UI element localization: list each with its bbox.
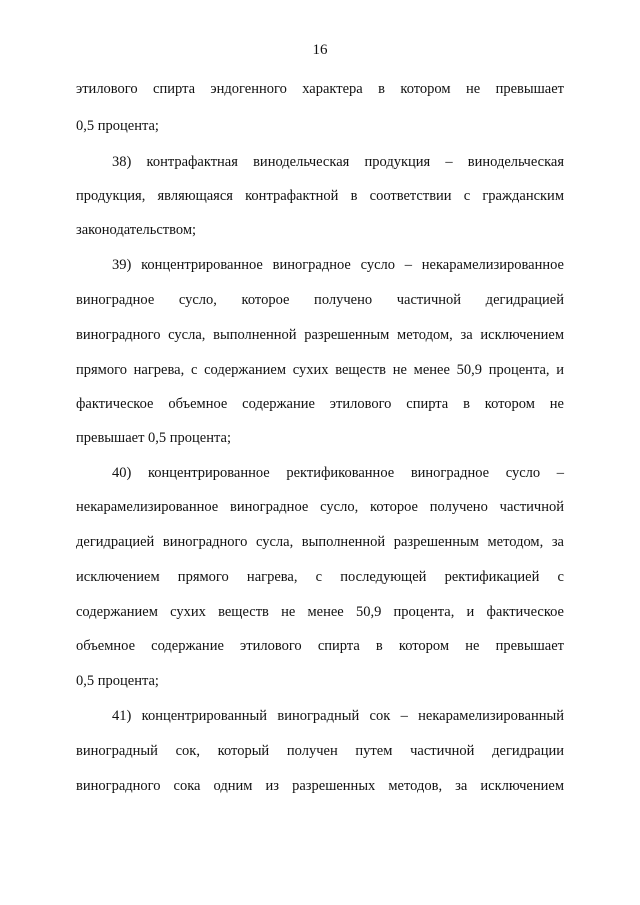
text-line: виноградного сока одним из разрешенных методов, за исключением	[76, 778, 564, 794]
paragraph-39-start: 39) концентрированное виноградное сусло – некарамелизированное	[112, 257, 564, 273]
text-line: виноградного сусла, выполненной разрешенным методом, за исключением	[76, 327, 564, 343]
text-line: виноградное сусло, которое получено частичной дегидрацией	[76, 292, 564, 308]
text-line: этилового спирта эндогенного характера в котором не превышает	[76, 81, 564, 97]
text-line: фактическое объемное содержание этилового спирта в котором не	[76, 396, 564, 412]
text-line: содержанием сухих веществ не менее 50,9 процента, и фактическое	[76, 604, 564, 620]
paragraph-38-start: 38) контрафактная винодельческая продукция – винодельческая	[112, 154, 564, 170]
text-line: исключением прямого нагрева, с последующей ректификацией с	[76, 569, 564, 585]
text-line: 0,5 процента;	[76, 118, 159, 134]
text-line: превышает 0,5 процента;	[76, 430, 231, 446]
text-line: продукция, являющаяся контрафактной в соответствии с гражданским	[76, 188, 564, 204]
text-line: виноградный сок, который получен путем частичной дегидрации	[76, 743, 564, 759]
text-line: 0,5 процента;	[76, 673, 159, 689]
paragraph-40-start: 40) концентрированное ректификованное виноградное сусло –	[112, 465, 564, 481]
text-line: законодательством;	[76, 222, 197, 238]
text-line: дегидрацией виноградного сусла, выполненной разрешенным методом, за	[76, 534, 564, 550]
text-line: объемное содержание этилового спирта в котором не превышает	[76, 638, 564, 654]
text-line: прямого нагрева, с содержанием сухих веществ не менее 50,9 процента, и	[76, 362, 564, 378]
text-line: некарамелизированное виноградное сусло, которое получено частичной	[76, 499, 564, 515]
paragraph-41-start: 41) концентрированный виноградный сок – некарамелизированный	[112, 708, 564, 724]
page-number: 16	[312, 42, 328, 58]
